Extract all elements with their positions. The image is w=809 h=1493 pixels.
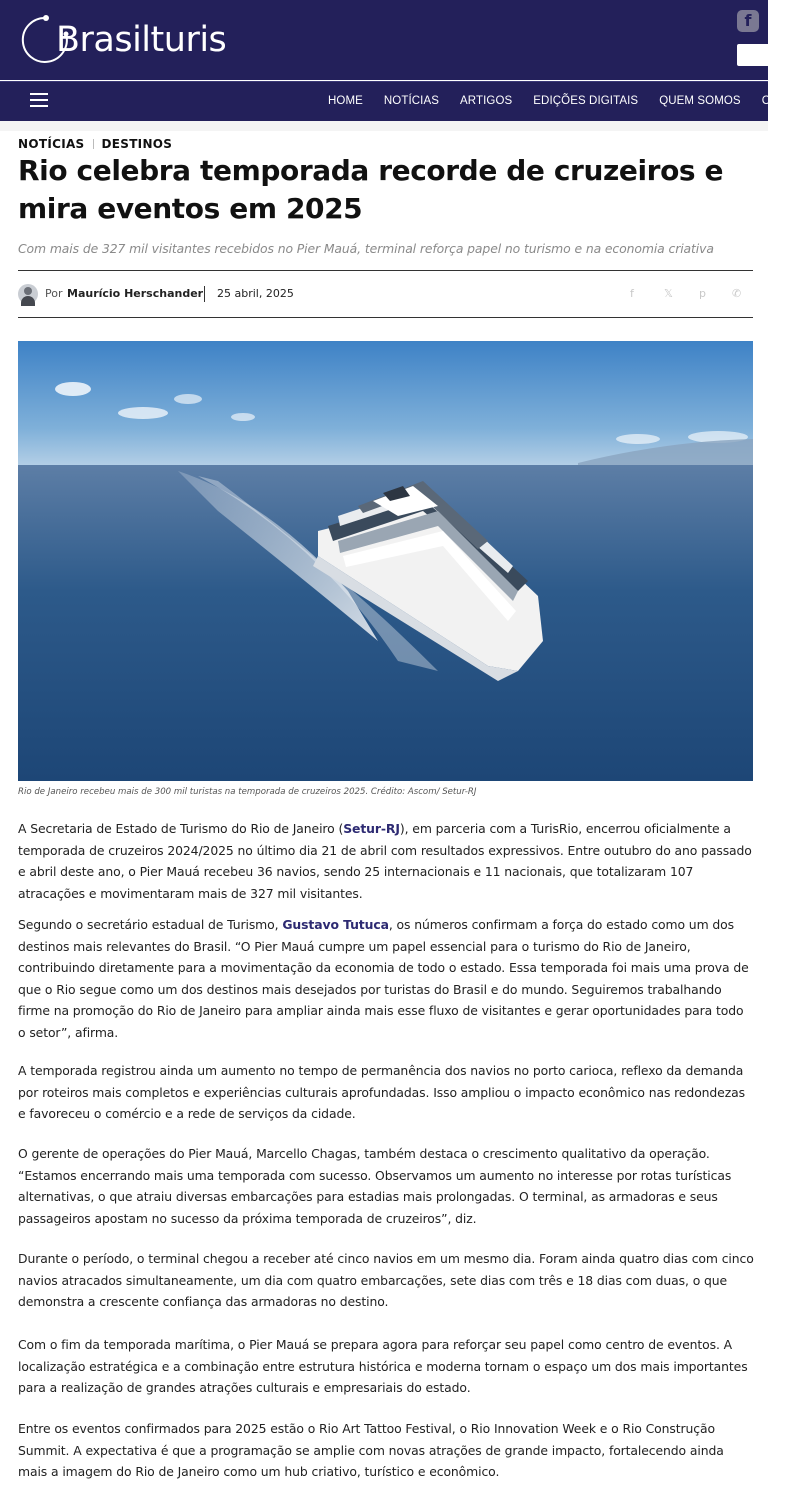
paragraph-1-text-a: A Secretaria de Estado de Turismo do Rio de Janeiro ( (18, 821, 344, 836)
article-subtitle: Com mais de 327 mil visitantes recebidos no Pier Mauá, terminal reforça papel no turismo e na economia criativa (18, 241, 714, 256)
paragraph-2-text-a: Segundo o secretário estadual de Turismo, (18, 917, 283, 932)
nav-item-noticias[interactable]: NOTÍCIAS (383, 95, 440, 107)
publish-date: 25 abril, 2025 (217, 287, 294, 300)
header-search-input[interactable] (737, 44, 768, 66)
author-avatar[interactable] (18, 284, 38, 304)
site-header (0, 0, 768, 80)
article-paragraph-6: Com o fim da temporada marítima, o Pier Mauá se prepara agora para reforçar seu papel como centro de eventos. A localização estratégica e a combinação entre estrutura histórica e moderna tornam o espaço um dos mais importantes para a realização de grandes atrações culturais e empresariais do estado. (18, 1337, 748, 1395)
site-logo[interactable] (20, 14, 227, 66)
breadcrumb-noticias[interactable]: NOTÍCIAS (18, 137, 85, 151)
breadcrumb-destinos[interactable]: DESTINOS (101, 137, 173, 151)
pinterest-icon[interactable]: p (699, 287, 706, 300)
hamburger-icon[interactable] (30, 93, 48, 109)
gustavo-tutuca-link[interactable]: Gustavo Tutuca (282, 917, 389, 932)
content-top-band (0, 121, 768, 131)
article-paragraph-4: O gerente de operações do Pier Mauá, Marcello Chagas, também destaca o crescimento qualitativo da operação. “Estamos encerrando mais uma temporada com sucesso. Observamos um aumento no interesse por rotas turísticas alternativas, o que atraiu diversas embarcações para estadias mais prolongadas. O terminal, as armadoras e seus passageiros apostam no sucesso da próxima temporada de cruzeiros”, diz. (18, 1146, 732, 1226)
nav-item-artigos[interactable]: ARTIGOS (460, 95, 513, 107)
article-paragraph-7: Entre os eventos confirmados para 2025 estão o Rio Art Tattoo Festival, o Rio Innovation Week e o Rio Construção Summit. A expectativa é que a programação se amplie com novas atrações de grande impacto, fortalecendo ainda mais a imagem do Rio de Janeiro como um hub criativo, turístico e econômico. (18, 1421, 724, 1479)
article-paragraph-5: Durante o período, o terminal chegou a receber até cinco navios em um mesmo dia. Foram ainda quatro dias com cinco navios atracados simultaneamente, um dia com quatro embarcações, sete dias com três e 18 dias com duas, o que demonstra a crescente confiança das armadoras no destino. (18, 1251, 754, 1309)
setur-rj-link[interactable]: Setur-RJ (343, 821, 400, 836)
breadcrumb (18, 137, 172, 151)
logo-text: Brasilturis (56, 20, 227, 60)
whatsapp-icon[interactable]: ✆ (732, 287, 742, 300)
nav-item-quem-somos[interactable]: QUEM SOMOS (659, 95, 741, 107)
main-nav (0, 81, 788, 121)
article-paragraph-1 (18, 818, 754, 904)
article-paragraph-3: A temporada registrou ainda um aumento no tempo de permanência dos navios no porto carioca, reflexo da demanda por roteiros mais completos e experiências culturais aprofundadas. Isso ampliou o impacto econômico nas redondezas e favoreceu o comércio e a rede de serviços da cidade. (18, 1063, 745, 1121)
article-paragraph-2 (18, 914, 754, 1043)
article-title: Rio celebra temporada recorde de cruzeiros e mira eventos em 2025 (18, 154, 724, 225)
nav-item-edicoes-digitais[interactable]: EDIÇÕES DIGITAIS (533, 95, 639, 107)
divider-bottom (18, 317, 753, 318)
meta-separator (204, 286, 205, 302)
facebook-icon[interactable]: f (737, 10, 759, 32)
by-label: Por (45, 287, 63, 300)
paragraph-1-text-b: ), em parceria com a TurisRio, encerrou oficialmente a temporada de cruzeiros 2024/2025 no último dia 21 de abril com resultados expressivos. Entre outubro do ano passado e abril deste ano, o Pier Mauá recebeu 36 navios, sendo 25 internacionais e 11 nacionais, que totalizaram 107 atracações e movimentaram mais de 327 mil visitantes. (18, 821, 752, 901)
paragraph-2-text-b: , os números confirmam a força do estado como um dos destinos mais relevantes do Brasil. “O Pier Mauá cumpre um papel essencial para o turismo do Rio de Janeiro, contribuindo diretamente para a movimentação da economia de todo o estado. Essa temporada foi mais uma prova de que o Rio segue como um dos destinos mais desejados por turistas do Brasil e do mundo. Seguiremos trabalhando firme na promoção do Rio de Janeiro para ampliar ainda mais esse fluxo de visitantes e gerar oportunidades para todo o setor”, afirma. (18, 917, 749, 1040)
x-icon[interactable]: 𝕏 (664, 287, 673, 300)
nav-item-home[interactable]: HOME (328, 95, 363, 107)
divider-top (18, 270, 753, 271)
image-caption: Rio de Janeiro recebeu mais de 300 mil turistas na temporada de cruzeiros 2025. Crédito: Ascom/ Setur-RJ (18, 787, 477, 797)
nav-menu (328, 82, 809, 122)
hero-image-cruise-ship (18, 341, 753, 781)
facebook-icon[interactable]: f (630, 287, 634, 300)
nav-item-contato[interactable]: CON (761, 95, 788, 107)
author-name[interactable]: Maurício Herschander (67, 287, 204, 300)
breadcrumb-separator (93, 139, 94, 149)
